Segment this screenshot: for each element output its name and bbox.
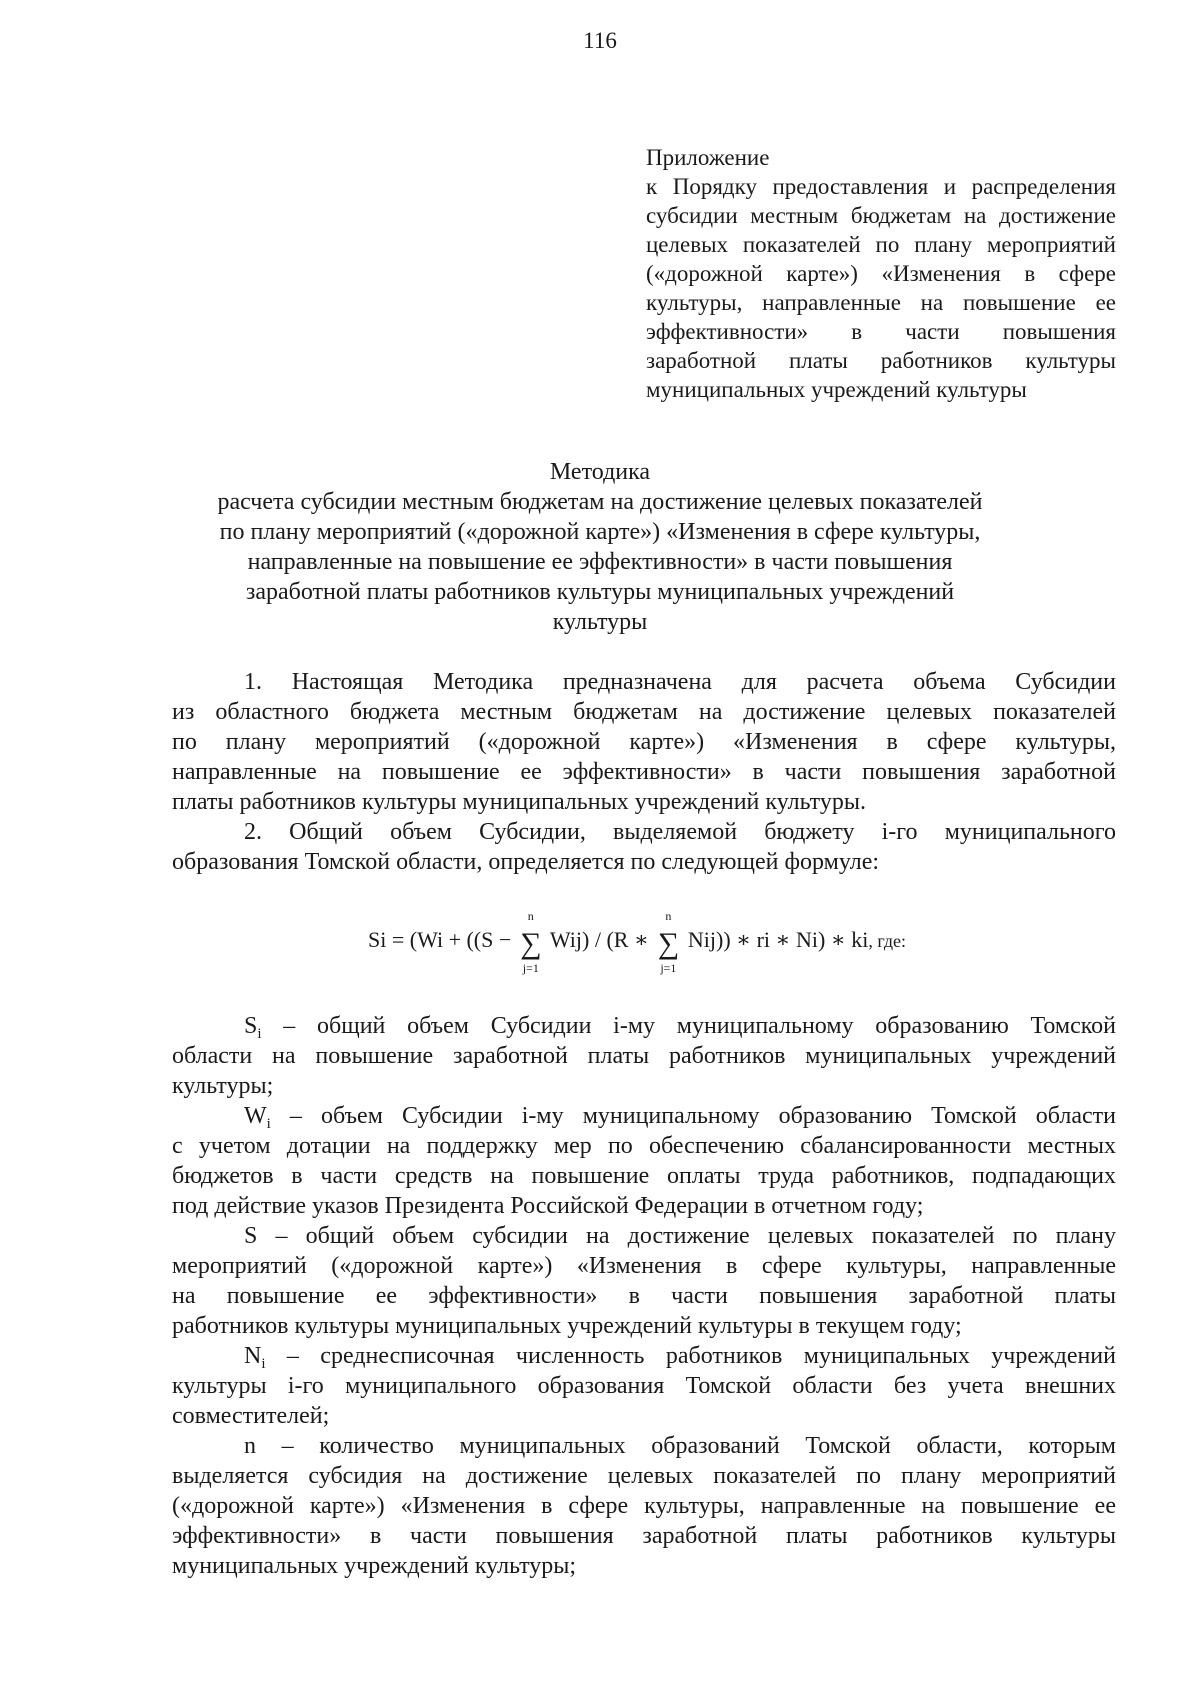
definition-line: с учетом дотации на поддержку мер по обеспечению сбалансированности местных (172, 1133, 1116, 1159)
appendix-note (646, 143, 1116, 404)
appendix-line: субсидии местным бюджетам на достижение (646, 203, 1116, 228)
paragraph-2-line: 2. Общий объем Субсидии, выделяемой бюджету i-го муниципального (244, 819, 1116, 845)
subscript: i (266, 1116, 271, 1132)
appendix-line: муниципальных учреждений культуры (646, 377, 1027, 402)
appendix-line: заработной платы работников культуры (646, 348, 1116, 373)
subscript: i (261, 1356, 266, 1372)
title-line: расчета субсидии местным бюджетам на достижение целевых показателей (217, 489, 983, 515)
formula-sum-2-term: Nij)) ∗ ri ∗ Ni) ∗ ki (687, 927, 869, 952)
definition-line: области на повышение заработной платы работников муниципальных учреждений (172, 1043, 1116, 1069)
definition-line: совместителей; (172, 1403, 330, 1429)
definition-line: мероприятий («дорожной карте») «Изменения в сфере культуры, направленные (172, 1253, 1116, 1279)
definition-line: под действие указов Президента Российской Федерации в отчетном году; (172, 1193, 924, 1219)
appendix-line: целевых показателей по плану мероприятий (646, 232, 1116, 257)
title-heading: Методика (549, 459, 651, 485)
definition-line: бюджетов в части средств на повышение оплаты труда работников, подпадающих (172, 1163, 1116, 1189)
appendix-line: эффективности» в части повышения (646, 319, 1116, 344)
definition-line: на повышение ее эффективности» в части повышения заработной платы (172, 1283, 1116, 1309)
symbol: N (244, 1343, 262, 1369)
sigma-icon: ∑ (657, 927, 680, 960)
definition-wi (172, 1101, 1116, 1131)
definition-text: – общий объем Субсидии i-му муниципальному образованию Томской (283, 1013, 1117, 1039)
definitions (172, 1011, 1116, 1581)
sum-1-lower-limit: j=1 (522, 961, 539, 975)
subscript: i (257, 1026, 262, 1042)
page-number: 116 (583, 28, 617, 53)
title-line: по плану мероприятий («дорожной карте») «Изменения в сфере культуры, (219, 519, 981, 545)
sum-1-upper-limit: n (527, 909, 534, 923)
title-line: заработной платы работников культуры муниципальных учреждений (245, 579, 955, 605)
sum-2-upper-limit: n (665, 909, 672, 923)
paragraph-1-line: из областного бюджета местным бюджетам на достижение целевых показателей (172, 699, 1116, 725)
title-line: направленные на повышение ее эффективности» в части повышения (247, 549, 953, 575)
appendix-line: культуры, направленные на повышение ее (646, 290, 1116, 315)
document-title (150, 457, 1050, 637)
definition-line: («дорожной карте») «Изменения в сфере культуры, направленные на повышение ее (172, 1493, 1116, 1519)
paragraph-1-line: 1. Настоящая Методика предназначена для расчета объема Субсидии (244, 669, 1116, 695)
symbol: W (244, 1103, 267, 1129)
formula-sum-1-term: Wij) / (R ∗ (549, 927, 649, 952)
sum-symbol-2 (654, 909, 682, 975)
definition-si (172, 1011, 1116, 1041)
definition-line: эффективности» в части повышения заработной платы работников культуры (172, 1523, 1116, 1549)
definition-line: культуры i-го муниципального образования Томской области без учета внешних (172, 1373, 1116, 1399)
sigma-icon: ∑ (520, 927, 542, 960)
symbol: S (244, 1013, 258, 1039)
definition-line: работников культуры муниципальных учреждений культуры в текущем году; (172, 1313, 962, 1339)
paragraph-1-line: по плану мероприятий («дорожной карте») «Изменения в сфере культуры, (172, 729, 1116, 755)
definition-n: n – количество муниципальных образований Томской области, которым (244, 1433, 1116, 1459)
formula-where: , где: (868, 931, 907, 951)
definition-line: муниципальных учреждений культуры; (172, 1553, 577, 1579)
appendix-line: («дорожной карте») «Изменения в сфере (646, 261, 1116, 286)
definition-text: – среднесписочная численность работников муниципальных учреждений (286, 1343, 1116, 1369)
intro-paragraphs (172, 667, 1116, 877)
sum-2-lower-limit: j=1 (660, 961, 677, 975)
subsidy-formula (368, 908, 968, 978)
paragraph-1-line: направленные на повышение ее эффективности» в части повышения заработной (172, 759, 1116, 785)
appendix-line: Приложение (646, 145, 770, 170)
paragraph-1-line: платы работников культуры муниципальных учреждений культуры. (172, 789, 866, 815)
formula-lhs: Si = (Wi + ((S − (368, 927, 512, 952)
title-line: культуры (552, 609, 648, 635)
sum-symbol-1 (517, 909, 545, 975)
definition-line: выделяется субсидия на достижение целевых показателей по плану мероприятий (172, 1463, 1116, 1489)
definition-ni (172, 1341, 1116, 1371)
definition-s: S – общий объем субсидии на достижение целевых показателей по плану (244, 1223, 1116, 1249)
paragraph-2-line: образования Томской области, определяется по следующей формуле: (172, 849, 880, 875)
definition-text: – объем Субсидии i-му муниципальному образованию Томской области (289, 1103, 1116, 1129)
definition-line: культуры; (172, 1073, 274, 1099)
appendix-line: к Порядку предоставления и распределения (646, 174, 1116, 199)
